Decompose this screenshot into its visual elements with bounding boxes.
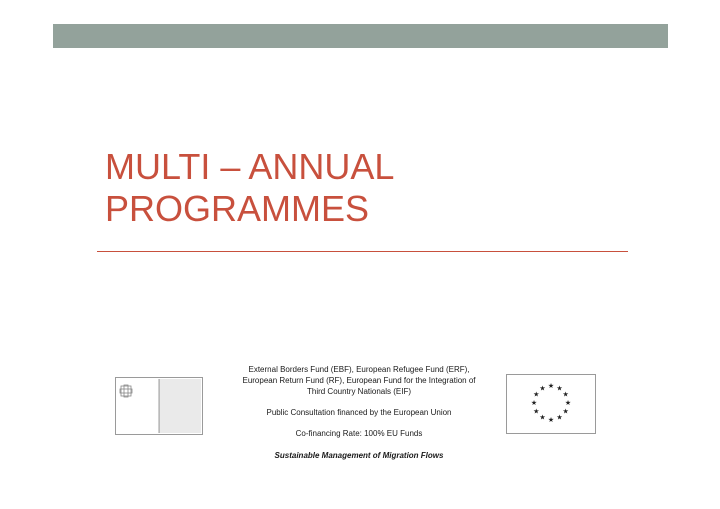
svg-text:★: ★ xyxy=(556,413,563,422)
eu-flag-icon xyxy=(506,374,596,434)
svg-text:★: ★ xyxy=(562,407,569,416)
title-divider xyxy=(97,251,628,252)
title-line-2: PROGRAMMES xyxy=(105,188,370,229)
malta-flag-icon xyxy=(115,377,203,435)
funding-notice xyxy=(222,364,496,461)
svg-text:★: ★ xyxy=(530,399,538,407)
header-bar xyxy=(53,24,668,48)
svg-text:★: ★ xyxy=(533,390,540,399)
consultation-text: Public Consultation financed by the European Union xyxy=(266,408,452,417)
svg-text:★: ★ xyxy=(539,384,546,393)
title-line-1: MULTI – ANNUAL xyxy=(105,146,395,187)
svg-text:★: ★ xyxy=(556,384,563,393)
svg-text:★: ★ xyxy=(547,416,555,424)
funds-line-1: External Borders Fund (EBF), European Refugee Fund (ERF), xyxy=(248,365,470,374)
slogan-text: Sustainable Management of Migration Flows xyxy=(274,451,444,460)
svg-text:★: ★ xyxy=(539,413,546,422)
cofinancing-text: Co-financing Rate: 100% EU Funds xyxy=(295,429,423,438)
funds-line-3: Third Country Nationals (EIF) xyxy=(306,387,412,396)
svg-text:★: ★ xyxy=(533,407,540,416)
funds-line-2: European Return Fund (RF), European Fund for the Integration of xyxy=(242,376,476,385)
slide-title xyxy=(105,146,625,230)
malta-flag-graphic xyxy=(116,378,202,434)
svg-text:★: ★ xyxy=(547,382,555,390)
svg-text:★: ★ xyxy=(562,390,569,399)
svg-text:★: ★ xyxy=(564,399,572,407)
eu-stars-graphic xyxy=(507,375,595,433)
